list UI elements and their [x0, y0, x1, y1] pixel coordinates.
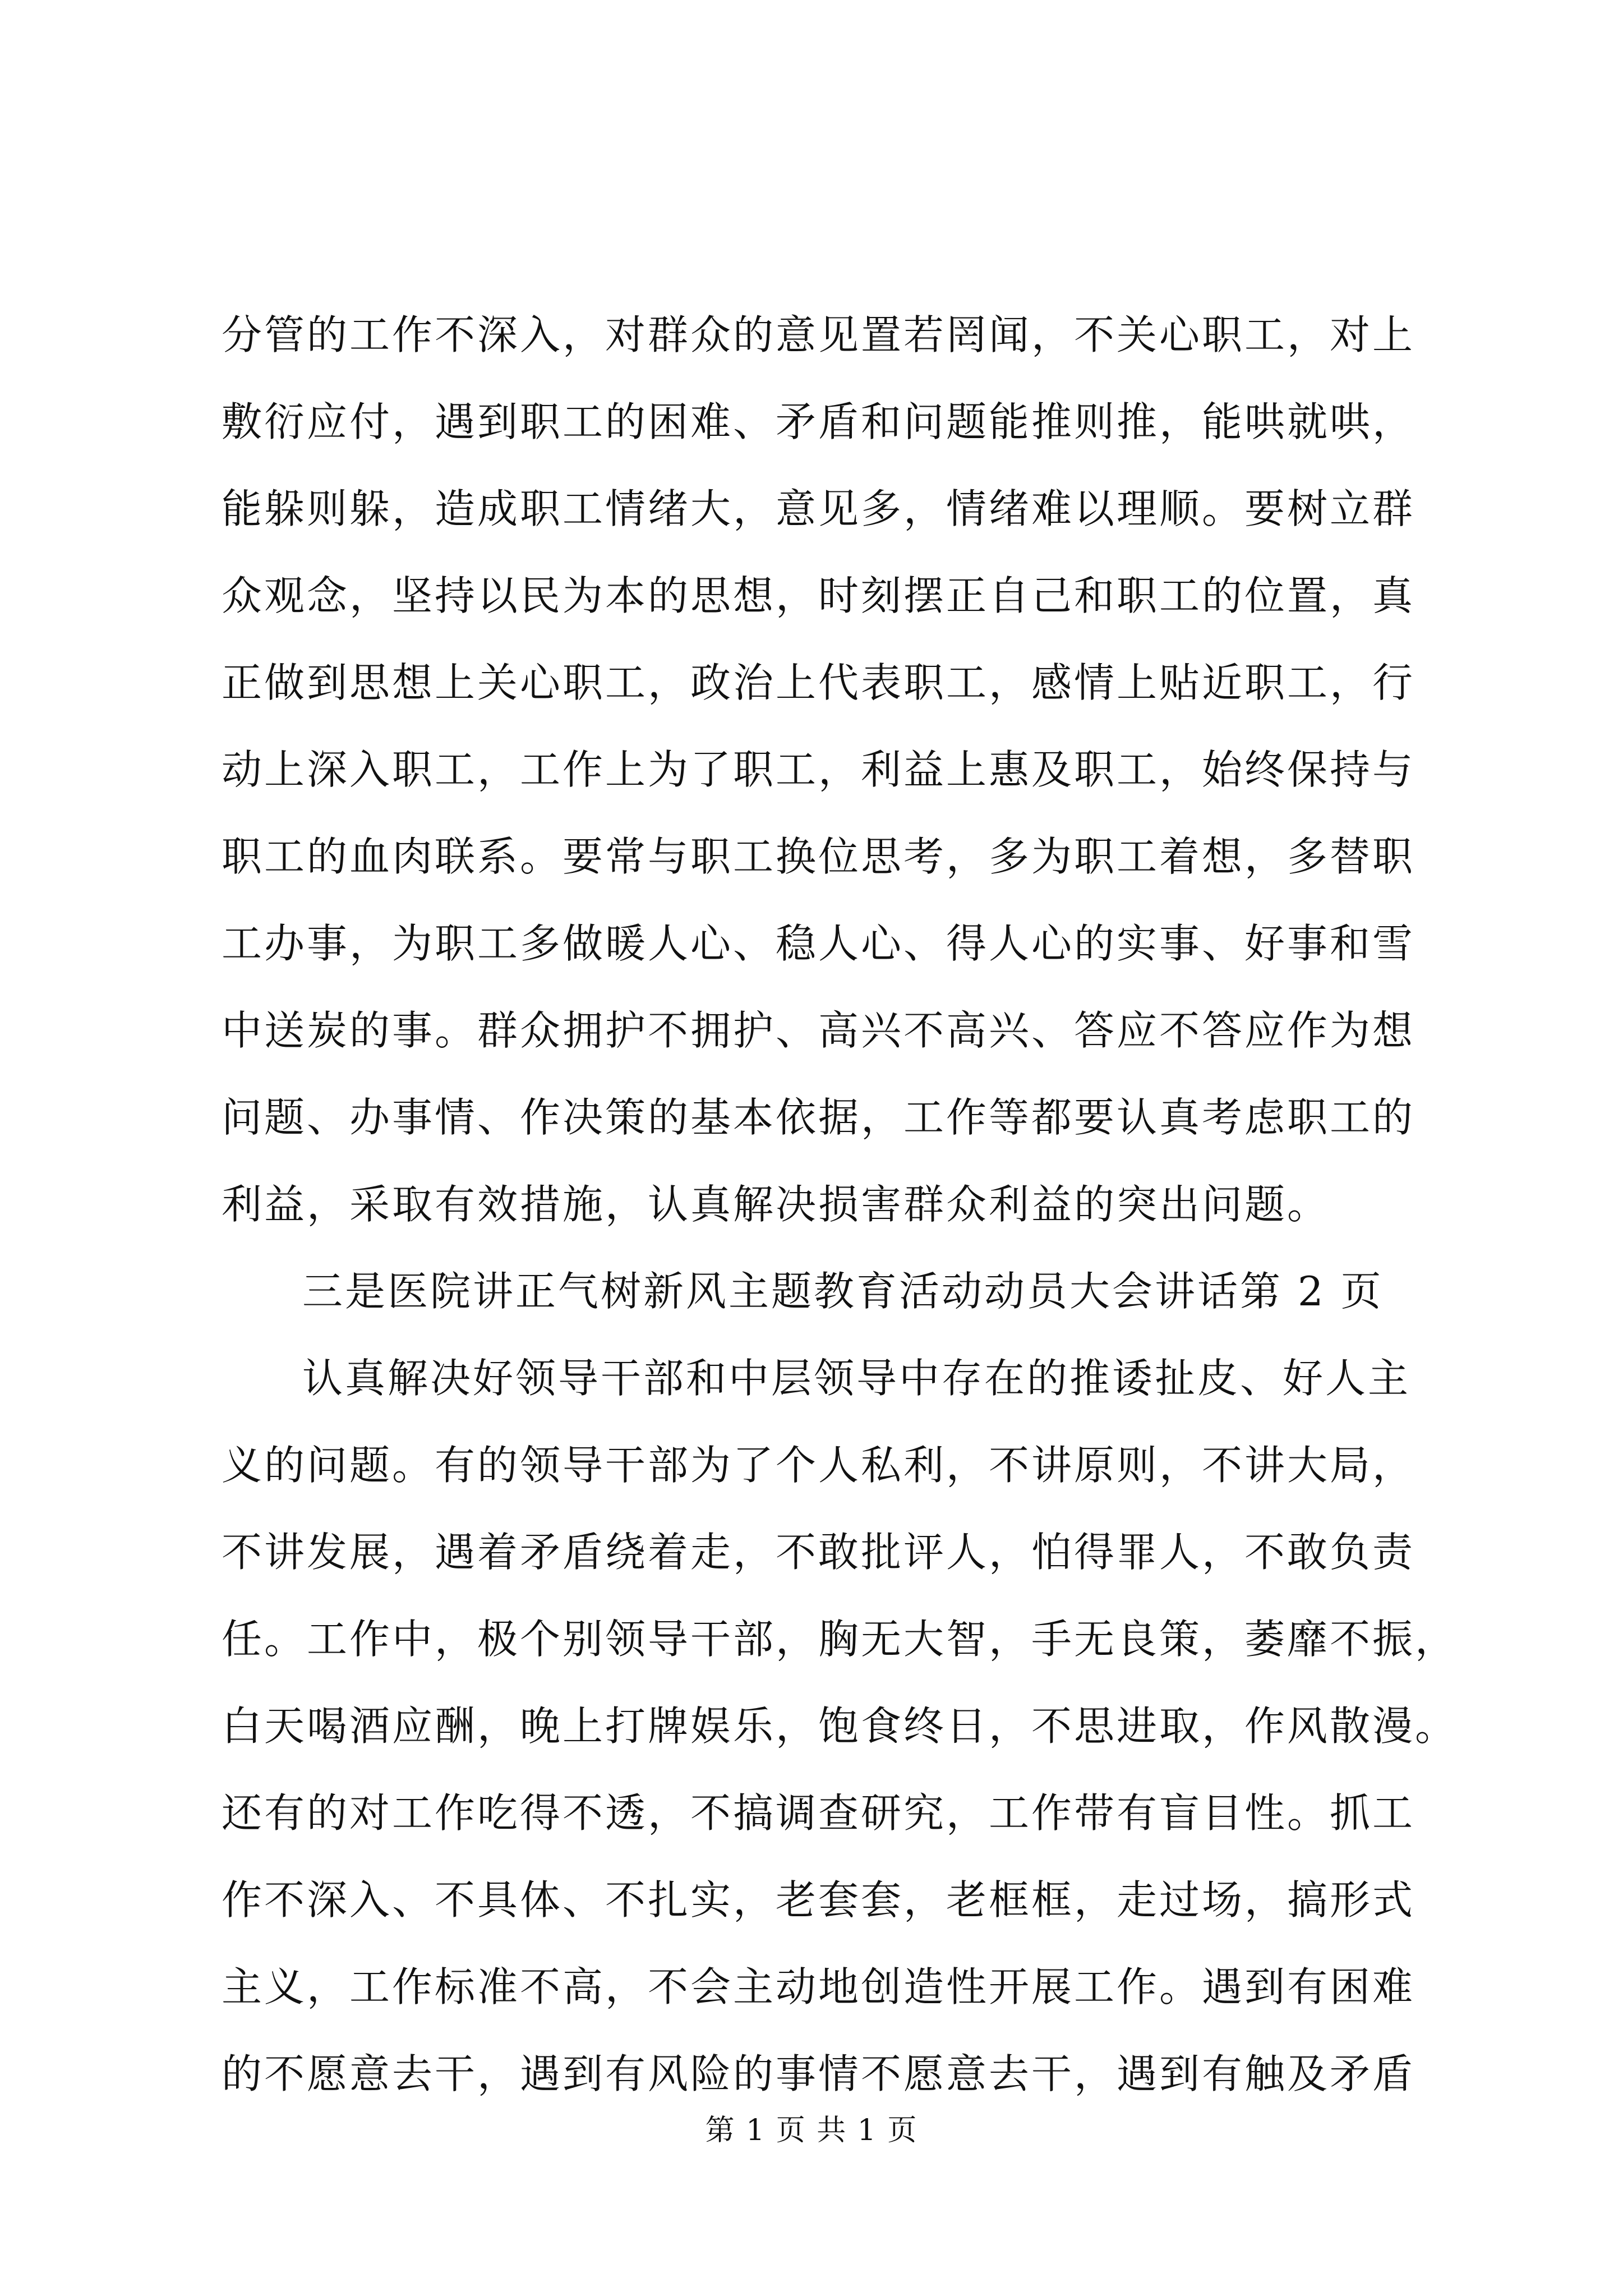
text-line: 中送炭的事。群众拥护不拥护、高兴不高兴、答应不答应作为想 — [222, 1007, 1415, 1054]
text-line: 任。工作中，极个别领导干部，胸无大智，手无良策，萎靡不振， — [222, 1616, 1458, 1663]
section-heading: 三是医院讲正气树新风主题教育活动动员大会讲话第 2 页 — [302, 1268, 1384, 1315]
text-line: 作不深入、不具体、不扎实，老套套，老框框，走过场，搞形式 — [222, 1876, 1415, 1924]
text-line: 正做到思想上关心职工，政治上代表职工，感情上贴近职工，行 — [222, 659, 1415, 706]
text-line: 工办事，为职工多做暖人心、稳人心、得人心的实事、好事和雪 — [222, 920, 1415, 967]
text-line: 职工的血肉联系。要常与职工换位思考，多为职工着想，多替职 — [222, 833, 1415, 880]
text-line: 义的问题。有的领导干部为了个人私利，不讲原则，不讲大局， — [222, 1442, 1415, 1489]
text-line: 能躲则躲，造成职工情绪大，意见多，情绪难以理顺。要树立群 — [222, 485, 1415, 532]
text-line: 问题、办事情、作决策的基本依据，工作等都要认真考虑职工的 — [222, 1094, 1415, 1141]
text-line: 还有的对工作吃得不透，不搞调查研究，工作带有盲目性。抓工 — [222, 1789, 1415, 1837]
text-line: 白天喝酒应酬，晚上打牌娱乐，饱食终日，不思进取，作风散漫。 — [222, 1703, 1458, 1750]
text-line: 利益，采取有效措施，认真解决损害群众利益的突出问题。 — [222, 1181, 1330, 1228]
text-line: 不讲发展，遇着矛盾绕着走，不敢批评人，怕得罪人，不敢负责 — [222, 1529, 1415, 1576]
text-line: 众观念，坚持以民为本的思想，时刻摆正自己和职工的位置，真 — [222, 572, 1415, 619]
body-text — [222, 292, 1458, 2118]
page-number-footer: 第 1 页 共 1 页 — [705, 2114, 918, 2147]
text-line: 主义，工作标准不高，不会主动地创造性开展工作。遇到有困难 — [222, 1963, 1415, 2010]
text-line: 认真解决好领导干部和中层领导中存在的推诿扯皮、好人主 — [302, 1355, 1411, 1402]
text-line: 分管的工作不深入，对群众的意见置若罔闻，不关心职工，对上 — [222, 311, 1415, 358]
text-line: 敷衍应付，遇到职工的困难、矛盾和问题能推则推，能哄就哄， — [222, 398, 1415, 445]
text-line: 的不愿意去干，遇到有风险的事情不愿意去干，遇到有触及矛盾 — [222, 2050, 1415, 2097]
text-line: 动上深入职工，工作上为了职工，利益上惠及职工，始终保持与 — [222, 746, 1415, 793]
